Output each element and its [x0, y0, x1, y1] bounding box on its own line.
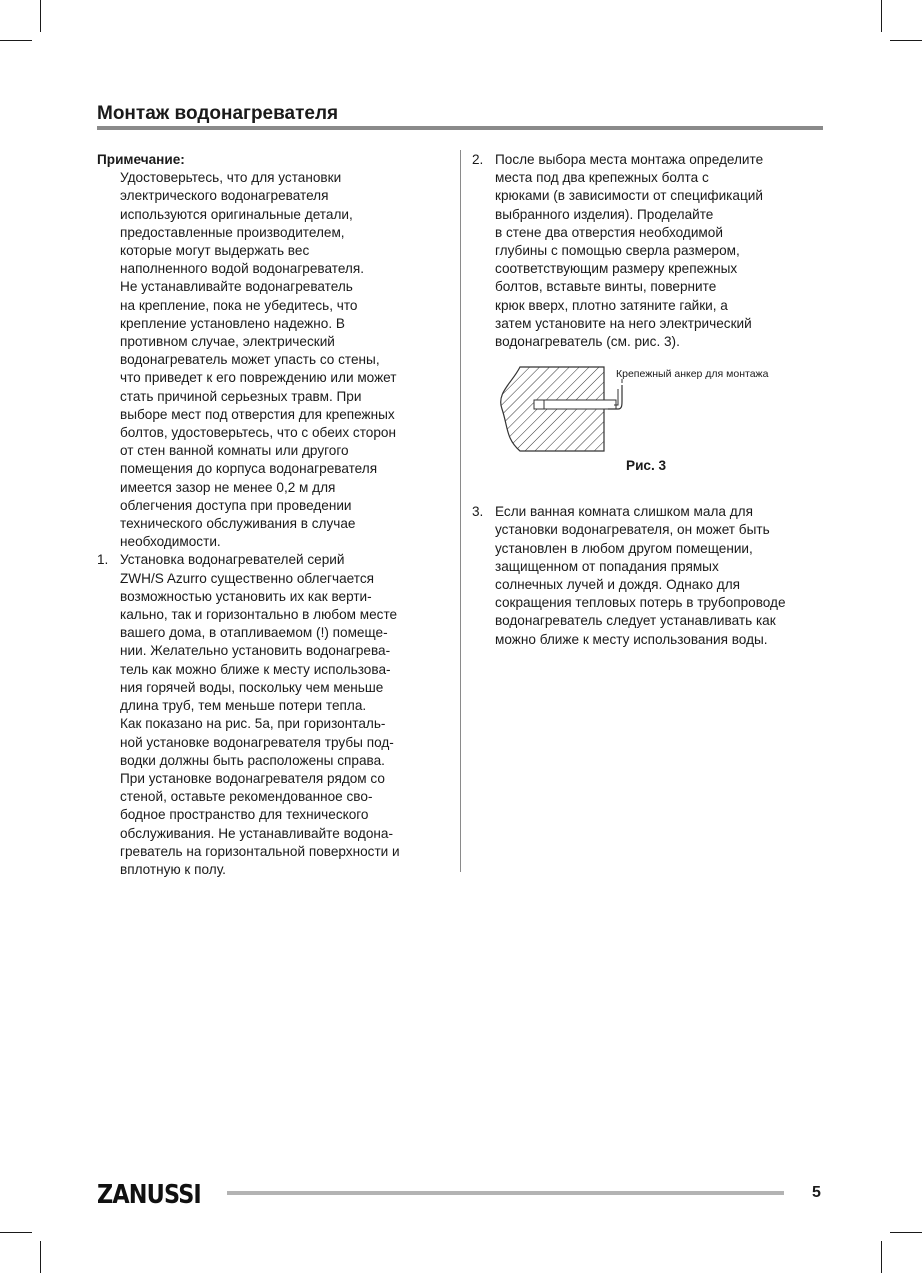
list-item-2 — [472, 151, 824, 351]
text-line: защищенном от попадания прямых — [495, 558, 719, 574]
text-line: Как показано на рис. 5а, при горизонталь- — [120, 716, 386, 732]
text-line: солнечных лучей и дождя. Однако для — [495, 577, 741, 593]
text-line: электрического водонагревателя — [120, 188, 329, 204]
anchor-bolt — [534, 400, 616, 409]
figure-label: Крепежный анкер для монтажа — [616, 368, 769, 381]
text-line: выбранного изделия). Проделайте — [495, 206, 714, 222]
text-line: предоставленные производителем, — [120, 224, 345, 240]
text-line: сокращения тепловых потерь в трубопроводе — [495, 595, 786, 611]
text-line: Если ванная комната слишком мала для — [495, 504, 753, 520]
text-line: бодное пространство для технического — [120, 807, 369, 823]
page-number: 5 — [812, 1184, 821, 1201]
note-text — [97, 169, 451, 551]
crop-mark — [40, 0, 41, 32]
column-divider — [460, 150, 461, 872]
crop-mark — [890, 40, 922, 41]
text-line: возможностью установить их как верти- — [120, 588, 372, 604]
page-title: Монтаж водонагревателя — [97, 103, 339, 124]
list-number: 1. — [97, 552, 109, 568]
figure-caption: Рис. 3 — [626, 458, 667, 474]
text-line: ния горячей воды, поскольку чем меньше — [120, 679, 384, 695]
text-line: водонагреватель может упасть со стены, — [120, 352, 380, 368]
text-line: затем установите на него электрический — [495, 315, 752, 331]
list-number: 3. — [472, 504, 484, 520]
text-line: болтов, вставьте винты, поверните — [495, 279, 717, 295]
text-line: кально, так и горизонтально в любом месте — [120, 607, 398, 623]
text-line: что приведет к его повреждению или может — [120, 370, 397, 386]
right-column — [472, 151, 824, 649]
text-line: имеется зазор не менее 0,2 м для — [120, 479, 336, 495]
text-line: крюками (в зависимости от спецификаций — [495, 188, 763, 204]
text-line: в стене два отверстия необходимой — [495, 224, 723, 240]
text-line: установки водонагревателя, он может быть — [495, 522, 770, 538]
text-line: стеной, оставьте рекомендованное сво- — [120, 789, 373, 805]
text-line: можно ближе к месту использования воды. — [495, 631, 768, 647]
text-line: водонагреватель следует устанавливать как — [495, 613, 776, 629]
text-line: нии. Желательно установить водонагрева- — [120, 643, 391, 659]
text-line: необходимости. — [120, 534, 221, 550]
text-line: ной установке водонагревателя трубы под- — [120, 734, 394, 750]
text-line: вплотную к полу. — [120, 861, 226, 877]
text-line: соответствующим размеру крепежных — [495, 261, 738, 277]
text-line: стать причиной серьезных травм. При — [120, 388, 362, 404]
text-line: технического обслуживания в случае — [120, 516, 356, 532]
text-line: водонагреватель (см. рис. 3). — [495, 334, 680, 350]
text-line: места под два крепежных болта с — [495, 170, 709, 186]
text-line: болтов, удостоверьтесь, что с обеих сторон — [120, 425, 396, 441]
list-number: 2. — [472, 152, 484, 167]
text-line: Установка водонагревателей серий — [120, 552, 345, 568]
text-line: водки должны быть расположены справа. — [120, 752, 385, 768]
crop-mark — [0, 40, 32, 41]
text-line: Удостоверьтесь, что для установки — [120, 170, 342, 186]
crop-mark — [40, 1241, 41, 1273]
text-line: облегчения доступа при проведении — [120, 497, 352, 513]
list-item-1 — [97, 551, 451, 879]
text-line: на крепление, пока не убедитесь, что — [120, 297, 358, 313]
text-line: используются оригинальные детали, — [120, 206, 353, 222]
text-line: наполненного водой водонагревателя. — [120, 261, 365, 277]
text-line: крепление установлено надежно. В — [120, 315, 345, 331]
text-line: глубины с помощью сверла размером, — [495, 243, 740, 259]
text-line: обслуживания. Не устанавливайте водона- — [120, 825, 393, 841]
text-line: выборе мест под отверстия для крепежных — [120, 406, 395, 422]
text-line: При установке водонагревателя рядом со — [120, 770, 385, 786]
text-line: длина труб, тем меньше потери тепла. — [120, 698, 367, 714]
text-line: Не устанавливайте водонагреватель — [120, 279, 353, 295]
text-line: установлен в любом другом помещении, — [495, 540, 753, 556]
text-line: крюк вверх, плотно затяните гайки, а — [495, 297, 728, 313]
text-line: ZWH/S Azurro существенно облегчается — [120, 570, 374, 586]
text-line: помещения до корпуса водонагревателя — [120, 461, 378, 477]
footer-rule — [227, 1191, 784, 1195]
title-rule — [97, 126, 823, 130]
crop-mark — [890, 1232, 922, 1233]
text-line: тель как можно ближе к месту использова- — [120, 661, 391, 677]
crop-mark — [881, 0, 882, 32]
text-line: от стен ванной комнаты или другого — [120, 443, 349, 459]
text-line: вашего дома, в отапливаемом (!) помеще- — [120, 625, 388, 641]
text-line: греватель на горизонтальной поверхности и — [120, 843, 400, 859]
list-item-3 — [472, 503, 824, 649]
note-title: Примечание: — [97, 152, 185, 167]
crop-mark — [0, 1232, 32, 1233]
text-line: После выбора места монтажа определите — [495, 152, 764, 167]
brand-logo: ZANUSSI — [97, 1180, 201, 1210]
text-line: которые могут выдержать вес — [120, 243, 310, 259]
crop-mark — [881, 1241, 882, 1273]
left-column — [97, 151, 451, 879]
figure-3 — [472, 365, 824, 481]
text-line: противном случае, электрический — [120, 334, 335, 350]
